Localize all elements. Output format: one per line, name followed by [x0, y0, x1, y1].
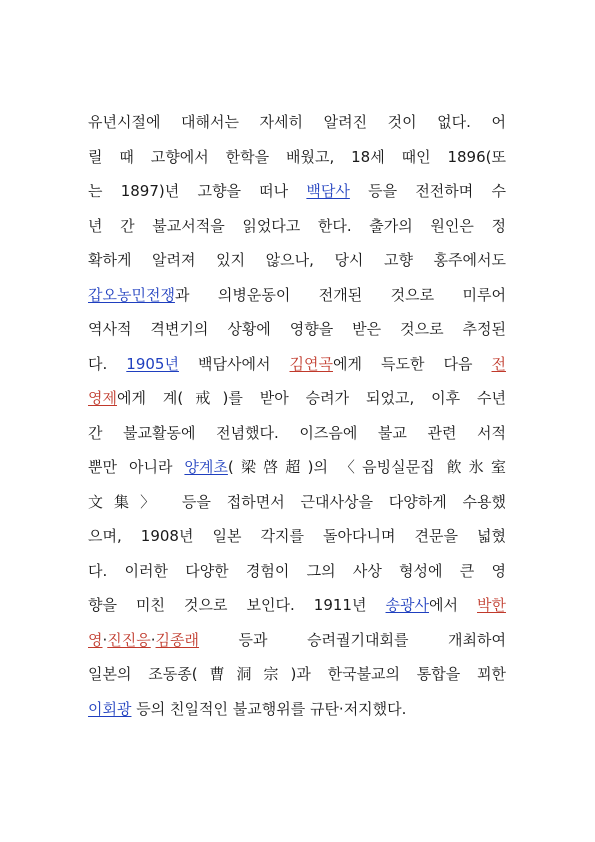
hyperlink-visited[interactable]: 진진응 [107, 630, 151, 649]
text-run: 일본의 조동종(曹洞宗)과 한국불교의 통합을 꾀한 [88, 665, 506, 683]
text-line [88, 455, 506, 479]
text-line [88, 317, 506, 341]
text-run: 확하게 알려져 있지 않으나, 당시 고향 홍주에서도 [88, 251, 506, 269]
text-run: 으며, 1908년 일본 각지를 돌아다니며 견문을 넓혔 [88, 527, 506, 545]
hyperlink[interactable]: 백담사 [306, 182, 350, 200]
text-line [88, 421, 506, 445]
text-line [88, 697, 506, 721]
text-line [88, 628, 506, 652]
text-run: 다. [88, 354, 127, 373]
hyperlink[interactable]: 이회광 [88, 699, 132, 718]
text-line [88, 386, 506, 410]
hyperlink-visited[interactable]: 김종래 [155, 630, 200, 649]
text-run: 등을 전전하며 수 [349, 182, 506, 200]
text-run: 文集〉 등을 접하면서 근대사상을 다양하게 수용했 [88, 492, 506, 511]
hyperlink-visited[interactable]: 영 [88, 630, 103, 649]
text-run: · [150, 630, 156, 649]
text-line [88, 352, 506, 376]
hyperlink-visited[interactable]: 김연곡 [289, 354, 333, 373]
text-run: 에게 계(戒)를 받아 승려가 되었고, 이후 수년 [116, 389, 506, 407]
text-run: 뿐만 아니라 [88, 458, 185, 476]
text-line [88, 110, 506, 134]
text-run: 는 1897)년 고향을 떠나 [88, 182, 307, 200]
text-run: 다. 이러한 다양한 경험이 그의 사상 형성에 큰 영 [88, 561, 506, 580]
hyperlink[interactable]: 1905년 [126, 354, 179, 373]
text-line [88, 179, 506, 203]
text-run: 에서 [429, 596, 478, 614]
text-run: 년 간 불교서적을 읽었다고 한다. 출가의 원인은 정 [88, 216, 506, 235]
text-run: 백담사에서 [178, 354, 290, 373]
text-run: 간 불교활동에 전념했다. 이즈음에 불교 관련 서적 [88, 423, 506, 442]
text-line [88, 559, 506, 583]
text-run: 과 의병운동이 전개된 것으로 미루어 [174, 285, 506, 304]
text-run: 향을 미친 것으로 보인다. 1911년 [88, 596, 386, 614]
text-line [88, 283, 506, 307]
text-line [88, 248, 506, 272]
hyperlink[interactable]: 송광사 [385, 596, 429, 614]
text-run: 릴 때 고향에서 한학을 배웠고, 18세 때인 1896(또 [88, 147, 506, 166]
text-run: 등의 친일적인 불교행위를 규탄·저지했다. [131, 699, 407, 718]
text-line [88, 524, 506, 548]
text-run: 역사적 격변기의 상황에 영향을 받은 것으로 추정된 [88, 320, 506, 338]
text-run: (梁啓超)의 〈음빙실문집 飮氷室 [227, 458, 506, 476]
text-run: 등과 승려궐기대회를 개최하여 [199, 630, 506, 649]
text-run: · [102, 630, 108, 649]
text-run: 에게 득도한 다음 [332, 354, 492, 373]
hyperlink[interactable]: 양계초 [184, 458, 228, 476]
text-line [88, 490, 506, 514]
hyperlink-visited[interactable]: 영제 [88, 389, 117, 407]
text-line [88, 145, 506, 169]
text-line [88, 214, 506, 238]
text-line [88, 593, 506, 617]
hyperlink[interactable]: 갑오농민전쟁 [88, 285, 175, 304]
text-run: 유년시절에 대해서는 자세히 알려진 것이 없다. 어 [88, 113, 506, 131]
text-line [88, 662, 506, 686]
hyperlink-visited[interactable]: 전 [491, 354, 506, 373]
hyperlink-visited[interactable]: 박한 [477, 596, 506, 614]
